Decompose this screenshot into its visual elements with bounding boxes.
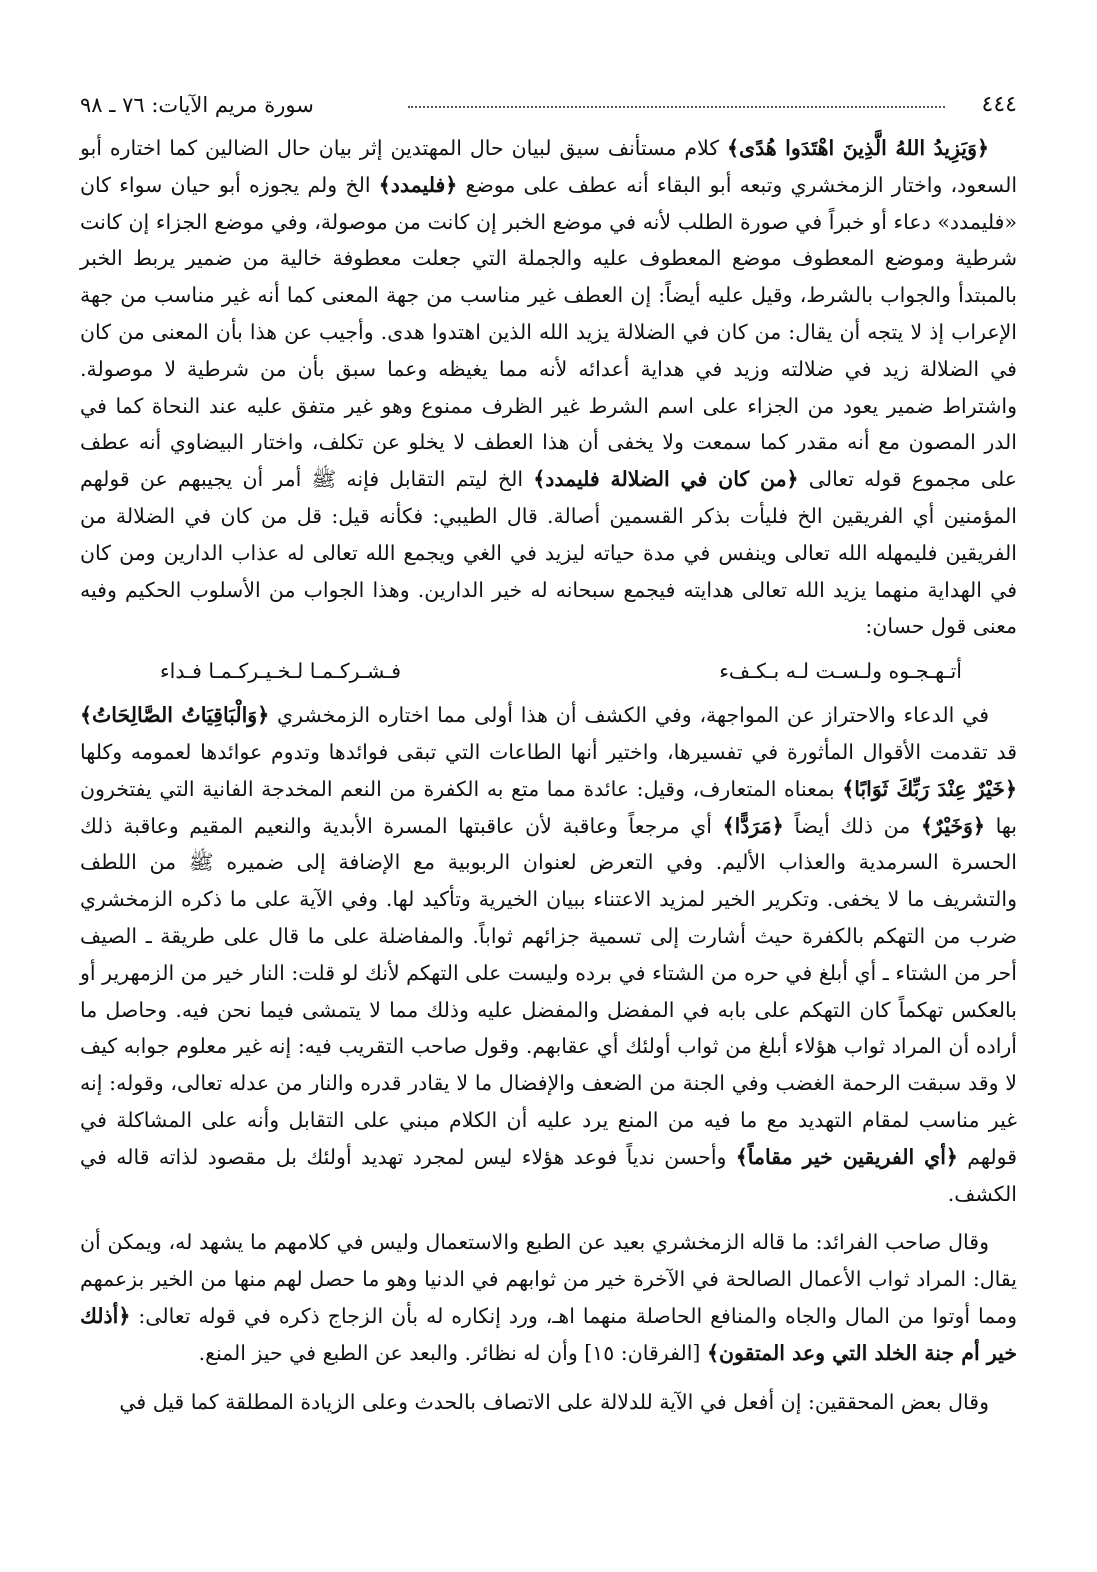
paragraph-1: [80, 130, 1017, 645]
quran-quote: ﴿خَيْرٌ عِنْدَ رَبِّكَ ثَوَابًا﴾: [842, 776, 1017, 801]
quran-quote: ﴿أي الفريقين خير مقاماً﴾: [735, 1144, 958, 1169]
quran-quote: ﴿وَخَيْرٌ﴾: [920, 813, 985, 838]
body-text: كلام مستأنف سيق لبيان حال المهتدين إثر بيان حال الضالين كما اختاره أبو السعود، واختار الزمخشري وتبعه أبو البقاء أنه عطف على موضع: [80, 136, 1018, 197]
quran-quote: ﴿وَالْبَاقِيَاتُ الصَّالِحَاتُ﴾: [80, 703, 270, 728]
paragraph-4: [80, 1384, 1017, 1421]
body-text: من ذلك أيضاً: [783, 813, 921, 838]
page-number: ٤٤٤: [981, 92, 1017, 117]
body-text: أي مرجعاً وعاقبة لأن عاقبتها المسرة الأبدية والنعيم المقيم وعاقبة ذلك الحسرة السرمدية والعذاب الأليم. وفي التعرض لعنوان الربوبية مع الإضافة إلى ضميره ﷺ من اللطف والتشريف ما لا يخفى. وتكرير الخير لمزيد الاعتناء ببيان الخيرية وتأكيد لها. وفي الآية على ما ذكره الزمخشري ضرب من التهكم بالكفرة حيث أشارت إلى تسمية جزائهم ثواباً. والمفاضلة على ما قال على طريقة ـ الصيف أحر من الشتاء ـ أي أبلغ في حره من الشتاء في برده وليست على التهكم لأنك لو قلت: النار خير من الزمهرير أو بالعكس تهكماً كان التهكم على بابه في المفضل والمفضل عليه وذلك مما لا يتمشى فيما نحن فيه. وحاصل ما أراده أن المراد ثواب هؤلاء أبلغ من ثواب أولئك أي عقابهم. وقول صاحب التقريب فيه: إنه غير معلوم جوابه كيف لا وقد سبقت الرحمة الغضب وفي الجنة من الضعف والإفضال ما لا يقادر قدره والنار من عدله تعالى، وقوله: إنه غير مناسب لمقام التهديد مع ما فيه من المنع يرد عليه أن الكلام مبني على التقابل وأنه على المشاكلة في قولهم: [80, 813, 1017, 1169]
quran-quote: ﴿أذلك خير أم جنة الخلد التي وعد المتقون﴾: [80, 1303, 1017, 1365]
header-dotted-leader: [408, 106, 945, 108]
body-text: الخ ليتم التقابل فإنه ﷺ أمر أن يجيبهم عن قولهم المؤمنين أي الفريقين الخ فليأت بذكر القسمين أصالة. قال الطيبي: فكأنه قيل: قل من كان في الضلالة من الفريقين فليمهله الله تعالى وينفس في مدة حياته ليزيد في الغي ويجمع الله تعالى له عذاب الدارين ومن كان في الهداية منهما يزيد الله تعالى هدايته فيجمع سبحانه له خير الدارين. وهذا الجواب من الأسلوب الحكيم وفيه معنى قول حسان:: [80, 467, 1017, 639]
quran-quote: ﴿من كان في الضلالة فليمدد﴾: [533, 467, 799, 492]
running-title: سورة مريم الآيات: ٧٦ ـ ٩٨: [80, 93, 314, 117]
poem-second-hemistich: فـشـركـمـا لـخـيـركـمـا فـداء: [160, 659, 402, 684]
running-head: [80, 88, 1017, 122]
book-page: [80, 88, 1017, 1420]
quran-quote: ﴿مَرَدًّا﴾: [722, 813, 784, 838]
body-text: بمعناه المتعارف، وقيل: عائدة مما متع به الكفرة من النعم المخدجة الفانية التي يفتخرون بها: [80, 776, 1017, 838]
body-text: في الدعاء والاحتراز عن المواجهة، وفي الكشف أن هذا أولى مما اختاره الزمخشري: [269, 703, 989, 728]
poem-verse: [80, 651, 1017, 691]
paragraph-3: [80, 1224, 1017, 1371]
paragraph-2: [80, 697, 1017, 1212]
quran-quote: ﴿فليمدد﴾: [378, 172, 458, 197]
quran-quote: ﴿وَيَزِيدُ اللهُ الَّذِينَ اهْتَدَوا هُدًى﴾: [727, 136, 989, 160]
body-text: وقال صاحب الفرائد: ما قاله الزمخشري بعيد عن الطبع والاستعمال وليس في كلامهم ما يشهد له، ويمكن أن يقال: المراد ثواب الأعمال الصالحة في الآخرة خير من ثوابهم في الدنيا وهو ما حصل لهم منها من الخير بزعمهم ومما أوتوا من المال والجاه والمنافع الحاصلة منهما اهـ، ورد إنكاره له بأن الزجاج ذكره في قوله تعالى:: [80, 1230, 1017, 1328]
body-text: [الفرقان: ١٥] وأن له نظائر. والبعد عن الطبع في حيز المنع.: [198, 1340, 707, 1365]
body-text: وأحسن ندياً فوعد هؤلاء ليس لمجرد تهديد أولئك بل مقصود لذاته قاله في الكشف.: [80, 1144, 1017, 1206]
body-text: الخ ولم يجوزه أبو حيان سواء كان «فليمدد» دعاء أو خبراً في صورة الطلب لأنه في موضع الخبر إن كانت من موصولة، وفي موضع الجزاء إن كانت شرطية وموضع المعطوف موضع المعطوف عليه والجملة التي جعلت معطوفة خالية من ضمير يربط الخبر بالمبتدأ والجواب بالشرط، وقيل عليه أيضاً: إن العطف غير مناسب من جهة المعنى كما أنه غير مناسب من جهة الإعراب إذ لا يتجه أن يقال: من كان في الضلالة يزيد الله الذين اهتدوا هدى. وأجيب عن هذا بأن المعنى من كان في الضلالة زيد في ضلالته وزيد في هداية أعدائه لأنه مما يغيظه وعما سبق بأن من شرطية لا موصولة. واشتراط ضمير يعود من الجزاء على اسم الشرط غير الظرف ممنوع وهو غير متفق عليه عند النحاة كما في الدر المصون مع أنه مقدر كما سمعت ولا يخفى أن هذا العطف لا يخلو عن تكلف، واختار البيضاوي أنه عطف على مجموع قوله تعالى: [80, 172, 1017, 492]
body-text: وقال بعض المحققين: إن أفعل في الآية للدلالة على الاتصاف بالحدث وعلى الزيادة المطلقة كما قيل في: [119, 1389, 989, 1414]
poem-first-hemistich: أتـهـجـوه ولـسـت لـه بـكـفء: [719, 659, 962, 684]
body-text: قد تقدمت الأقوال المأثورة في تفسيرها، واختير أنها الطاعات التي تبقى فوائدها وتدوم عوائدها لعمومه وكلها: [80, 739, 1017, 764]
